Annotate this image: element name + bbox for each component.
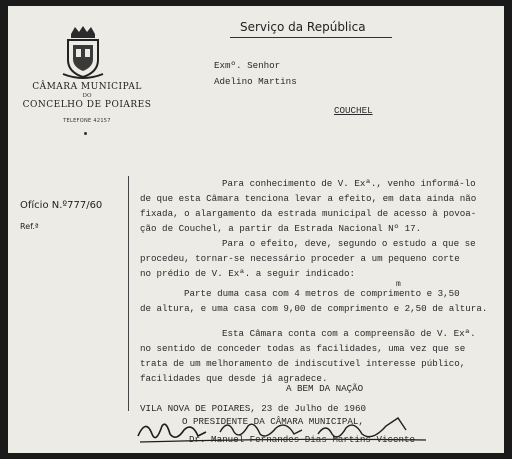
body-line: Parte duma casa com 4 metros de comprimento e 3,50 [184, 288, 460, 299]
body-line: no prédio de V. Exª. a seguir indicado: [140, 268, 356, 279]
signer-role: O PRESIDENTE DA CÂMARA MUNICIPAL, [182, 416, 364, 427]
body-line: de altura, e uma casa com 9,00 de comprimento e 2,50 de altura. [140, 303, 488, 314]
margin-line [128, 176, 129, 411]
oficio-number: Ofício N.º777/60 [20, 200, 103, 211]
body-line: ção de Couchel, a partir da Estrada Nacional Nº 17. [140, 223, 422, 234]
bullet-dot-icon [84, 132, 87, 135]
reference-label: Ref.ª [20, 222, 39, 231]
unit-marker: m [396, 280, 401, 289]
body-line: fixada, o alargamento da estrada municipal de acesso à povoa- [140, 208, 477, 219]
body-line: trata de um melhoramento de indiscutível interesse público, [140, 358, 466, 369]
closing-formula: A BEM DA NAÇÃO [286, 383, 364, 394]
county-name: CONCELHO DE POIARES [22, 100, 152, 110]
service-title: Serviço da República [240, 20, 366, 34]
recipient-place: COUCHEL [334, 105, 373, 116]
signer-name: Dr. Manuel Fernandes Dias Martins Vicente [189, 434, 416, 445]
recipient-name: Adelino Martins [214, 76, 297, 87]
body-line: Esta Câmara conta com a compreensão de V. Exª. [222, 328, 476, 339]
body-line: procedeu, tornar-se necessário proceder a um pequeno corte [140, 253, 460, 264]
body-line: de que esta Câmara tenciona levar a efeito, em data ainda não [140, 193, 477, 204]
letter-page [8, 6, 504, 453]
body-line: no sentido de conceder todas as facilidades, uma vez que se [140, 343, 466, 354]
place-and-date: VILA NOVA DE POIARES, 23 de Julho de 1960 [140, 403, 367, 414]
body-line: Para conhecimento de V. Exª., venho informá-lo [222, 178, 476, 189]
body-line: Para o efeito, deve, segundo o estudo a que se [222, 238, 476, 249]
municipality-connector: DO [82, 93, 92, 99]
municipal-crest-icon [61, 24, 105, 80]
municipality-name: CÂMARA MUNICIPAL [32, 82, 142, 92]
telephone-number: TELEFONE 42157 [63, 118, 111, 124]
body-line: facilidades que desde já agradece. [140, 373, 328, 384]
recipient-salutation: Exmº. Senhor [214, 60, 281, 71]
title-underline [230, 37, 392, 38]
